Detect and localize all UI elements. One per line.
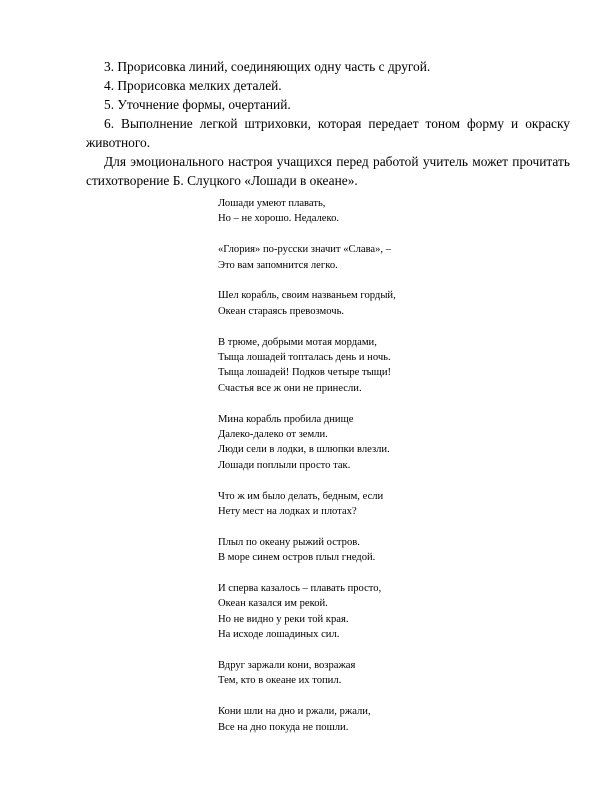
steps-list <box>86 57 570 152</box>
poem-line: Тыща лошадей! Подков четыре тыщи! <box>218 367 392 379</box>
poem-line: Лошади поплыли просто так. <box>218 459 351 471</box>
intro-paragraph: Для эмоционального настроя учащихся перед работой учитель может прочитать стихотворение Б. Слуцкого «Лошади в океане». <box>86 154 570 188</box>
list-item: 5. Уточнение формы, очертаний. <box>104 97 291 112</box>
poem-line: Океан стараясь превозмочь. <box>218 305 345 317</box>
poem-stanza <box>218 704 558 735</box>
poem-line: Тем, кто в океане их топил. <box>218 675 342 687</box>
poem-line: Лошади умеют плавать, <box>218 198 326 209</box>
poem-line: Что ж им было делать, бедным, если <box>218 490 384 502</box>
poem-line: «Глория» по-русски значит «Слава», – <box>218 244 392 256</box>
poem-line: Нету мест на лодках и плотах? <box>218 506 357 518</box>
poem-stanza <box>218 658 558 689</box>
poem-line: В трюме, добрыми мотая мордами, <box>218 336 377 348</box>
poem-stanza <box>218 288 558 319</box>
poem-line: Но – не хорошо. Недалеко. <box>218 213 340 225</box>
poem-line: Шел корабль, своим названьем гордый, <box>218 290 396 302</box>
poem-line: Далеко-далеко от земли. <box>218 429 328 441</box>
poem-stanza <box>218 489 558 520</box>
poem-line: Океан казался им рекой. <box>218 598 328 610</box>
poem-stanza <box>218 335 558 397</box>
poem-line: И сперва казалось – плавать просто, <box>218 583 382 595</box>
poem-line: Кони шли на дно и ржали, ржали, <box>218 706 371 718</box>
poem-stanza <box>218 242 558 273</box>
poem-line: Тыща лошадей топталась день и ночь. <box>218 352 391 364</box>
poem-line: В море синем остров плыл гнедой. <box>218 552 376 564</box>
list-item: 6. Выполнение легкой штриховки, которая передает тоном форму и окраску животного. <box>86 116 570 150</box>
poem-stanza <box>218 581 558 643</box>
poem-stanza <box>218 196 558 227</box>
intro-block <box>86 152 570 190</box>
poem-line: Все на дно покуда не пошли. <box>218 721 349 733</box>
poem-line: На исходе лошадиных сил. <box>218 629 340 641</box>
poem-line: Мина корабль пробила днище <box>218 413 354 425</box>
poem-line: Но не видно у реки той края. <box>218 613 349 625</box>
poem-line: Это вам запомнится легко. <box>218 259 338 271</box>
poem-line: Плыл по океану рыжий остров. <box>218 536 360 548</box>
poem-line: Счастья все ж они не принесли. <box>218 382 362 394</box>
poem <box>218 196 558 735</box>
poem-line: Вдруг заржали кони, возражая <box>218 660 356 672</box>
poem-line: Люди сели в лодки, в шлюпки влезли. <box>218 444 390 456</box>
list-item: 4. Прорисовка мелких деталей. <box>104 78 282 93</box>
poem-stanza <box>218 535 558 566</box>
list-item: 3. Прорисовка линий, соединяющих одну часть с другой. <box>104 59 431 74</box>
poem-stanza <box>218 412 558 474</box>
